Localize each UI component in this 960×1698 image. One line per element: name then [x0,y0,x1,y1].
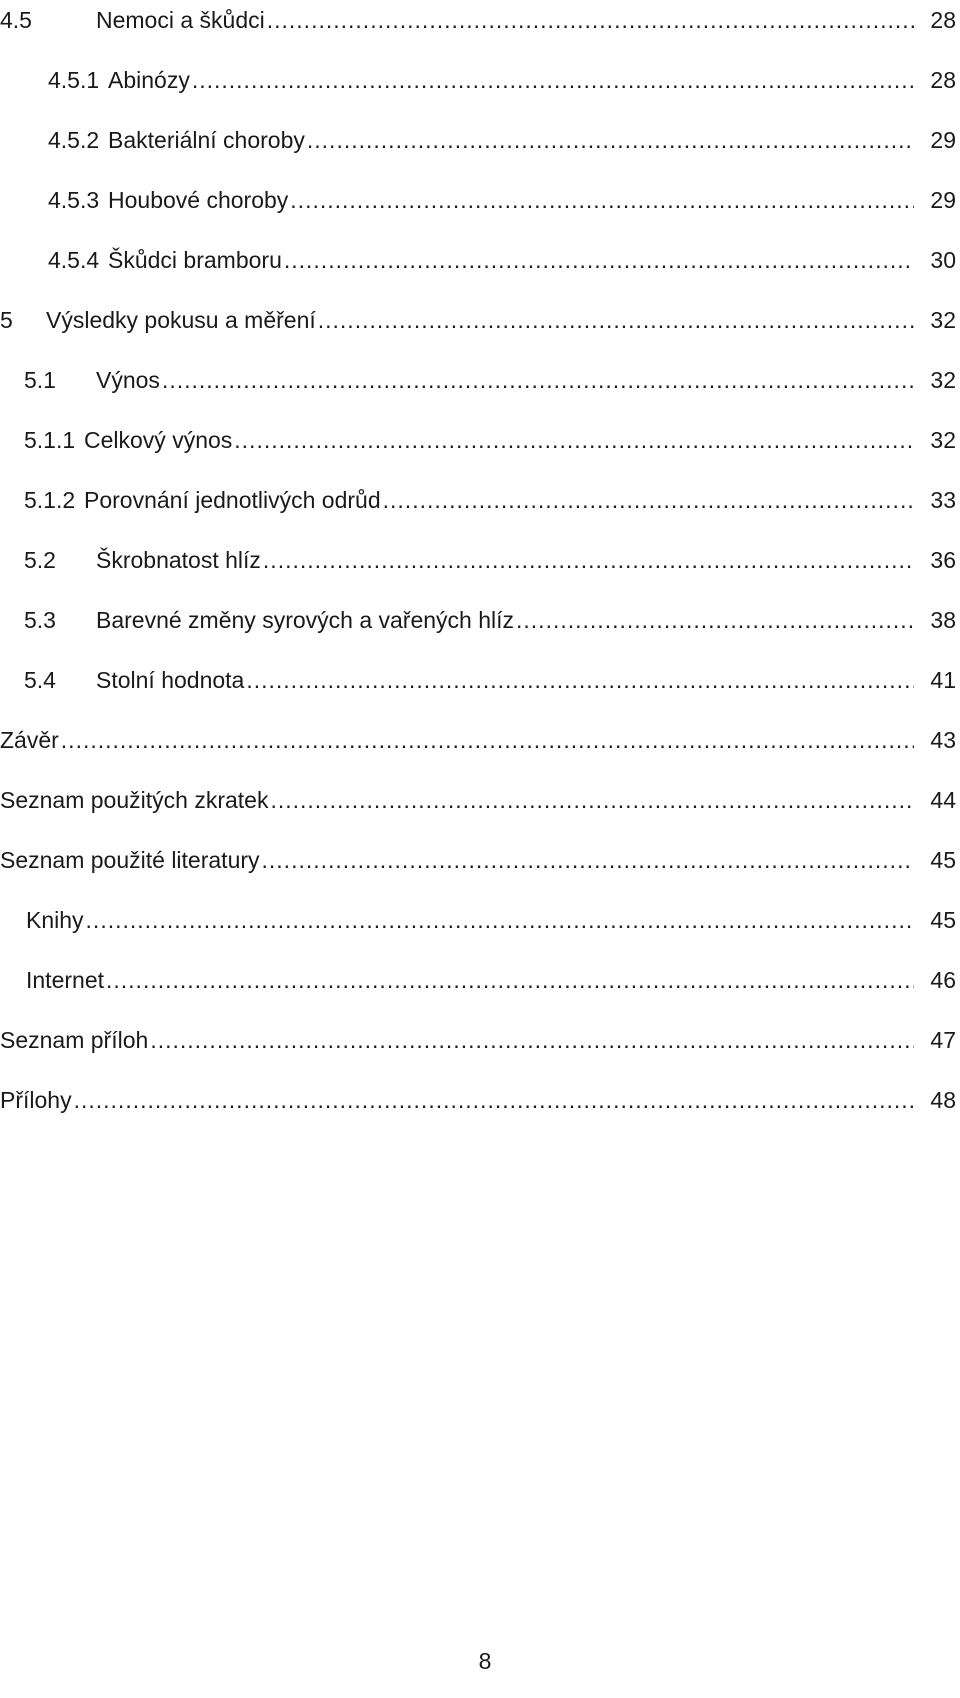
toc-entry-title: Porovnání jednotlivých odrůd [84,487,381,513]
toc-entry-page: 32 [930,367,956,393]
toc-entry[interactable] [0,60,960,100]
toc-entry-page: 41 [930,667,956,693]
toc-entry-page: 45 [930,907,956,933]
toc-entry-title: Abinózy [108,67,190,93]
toc-entry[interactable] [0,300,960,340]
toc-entry-number: 5.3 [24,607,56,633]
toc-entry-number: 4.5.1 [48,67,100,93]
toc-entry-title: Stolní hodnota [96,667,245,693]
toc-entry-title: Seznam použitých zkratek [0,787,269,813]
toc-leader-dots [516,600,914,640]
toc-entry-title: Barevné změny syrových a vařených hlíz [96,607,515,633]
toc-entry-page: 47 [930,1027,956,1053]
toc-entry[interactable] [0,660,960,700]
toc-entry[interactable] [0,120,960,160]
toc-entry[interactable] [0,360,960,400]
toc-leader-dots [263,540,914,580]
toc-leader-dots [284,240,914,280]
toc-entry-page: 32 [930,427,956,453]
toc-entry[interactable] [0,720,960,760]
toc-leader-dots [192,60,914,100]
toc-leader-dots [106,960,914,1000]
toc-entry-number: 5.2 [24,547,56,573]
toc-entry-title: Závěr [0,727,59,753]
toc-entry-number: 4.5.2 [48,127,100,153]
toc-entry-number: 5.1.1 [24,427,76,453]
toc-entry-title: Výsledky pokusu a měření [46,307,316,333]
toc-entry[interactable] [0,420,960,460]
toc-leader-dots [270,780,914,820]
toc-leader-dots [318,300,914,340]
toc-entry-title: Internet [26,967,104,993]
toc-leader-dots [290,180,914,220]
toc-entry[interactable] [0,900,960,940]
toc-entry-title: Bakteriální choroby [108,127,305,153]
toc-leader-dots [150,1020,914,1060]
toc-entry-number: 5.1.2 [24,487,76,513]
toc-entry[interactable] [0,600,960,640]
toc-entry[interactable] [0,480,960,520]
toc-entry-number: 5.4 [24,667,56,693]
toc-entry-page: 38 [930,607,956,633]
toc-entry[interactable] [0,240,960,280]
toc-leader-dots [307,120,914,160]
toc-entry-title: Knihy [26,907,84,933]
toc-entry-number: 4.5.4 [48,247,100,273]
toc-entry[interactable] [0,540,960,580]
toc-leader-dots [162,360,914,400]
toc-entry[interactable] [0,960,960,1000]
toc-leader-dots [86,900,914,940]
toc-entry-page: 44 [930,787,956,813]
toc-entry-page: 43 [930,727,956,753]
toc-entry-page: 29 [930,127,956,153]
toc-entry-title: Celkový výnos [84,427,233,453]
toc-entry-page: 28 [930,7,956,33]
toc-entry-page: 45 [930,847,956,873]
toc-entry[interactable] [0,1020,960,1060]
toc-leader-dots [383,480,914,520]
toc-entry-page: 29 [930,187,956,213]
toc-entry-page: 32 [930,307,956,333]
toc-entry-page: 48 [930,1087,956,1113]
toc-leader-dots [234,420,914,460]
toc-entry-title: Škrobnatost hlíz [96,547,261,573]
toc-entry-title: Nemoci a škůdci [96,7,265,33]
toc-entry-page: 33 [930,487,956,513]
toc-entry[interactable] [0,180,960,220]
toc-entry-title: Výnos [96,367,160,393]
toc-entry-number: 4.5 [0,7,32,33]
toc-leader-dots [74,1080,914,1120]
toc-leader-dots [246,660,914,700]
toc-entry-page: 30 [930,247,956,273]
toc-entry-title: Houbové choroby [108,187,289,213]
toc-entry[interactable] [0,0,960,40]
toc-leader-dots [262,840,914,880]
toc-entry[interactable] [0,840,960,880]
toc-leader-dots [61,720,914,760]
toc-entry-page: 46 [930,967,956,993]
toc-entry-number: 5.1 [24,367,56,393]
toc-entry-page: 36 [930,547,956,573]
toc-entry-page: 28 [930,67,956,93]
toc-entry-title: Seznam příloh [0,1027,149,1053]
toc-entry-title: Seznam použité literatury [0,847,260,873]
toc-leader-dots [267,0,914,40]
toc-entry[interactable] [0,780,960,820]
toc-entry[interactable] [0,1080,960,1120]
toc-entry-number: 4.5.3 [48,187,100,213]
page-number: 8 [478,1648,492,1674]
toc-entry-number: 5 [0,307,13,333]
toc-entry-title: Škůdci bramboru [108,247,282,273]
toc-entry-title: Přílohy [0,1087,72,1113]
